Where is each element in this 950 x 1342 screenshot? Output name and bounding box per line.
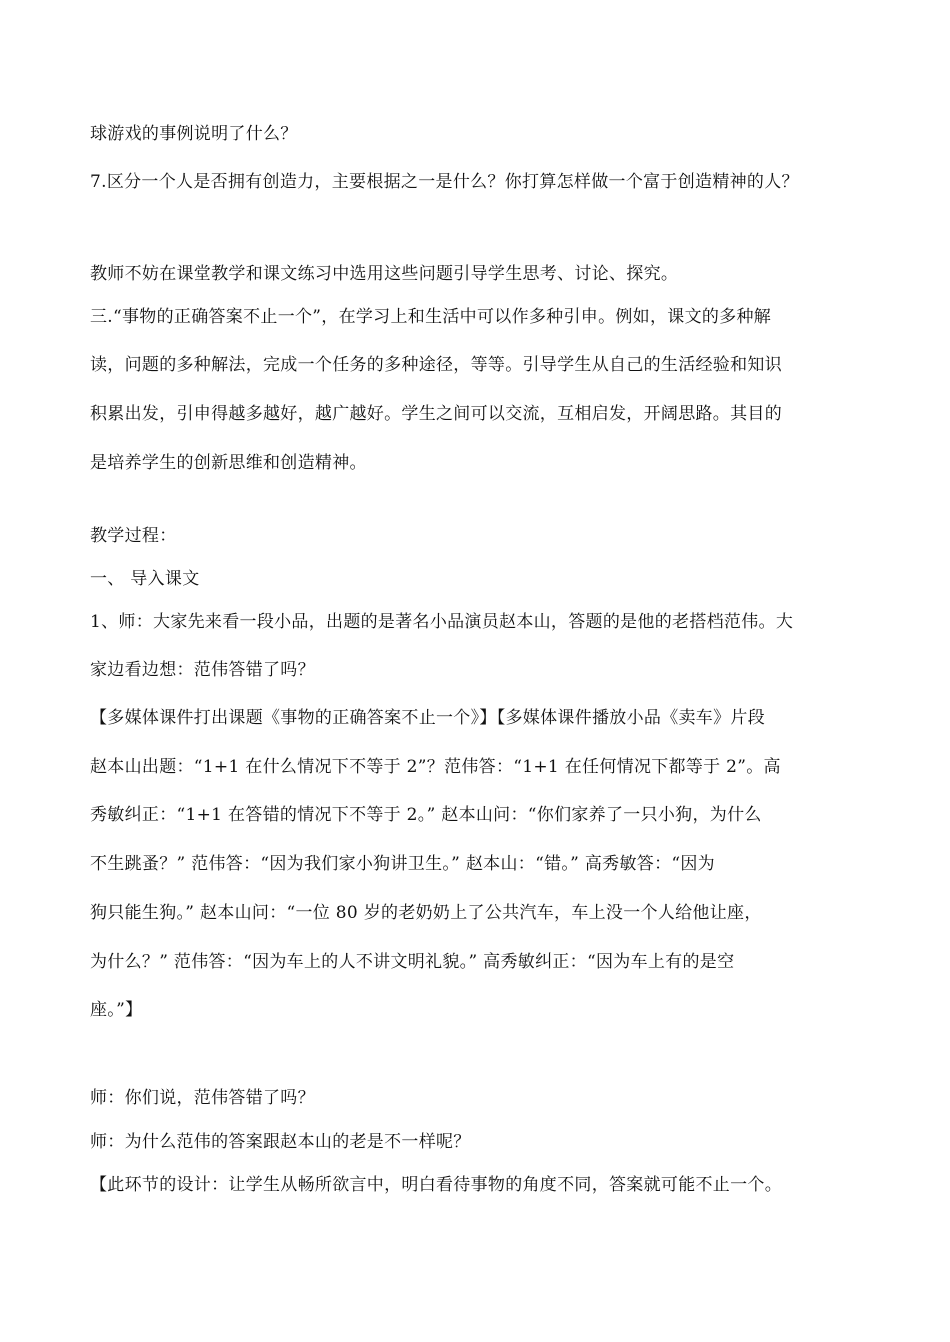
text-line: 球游戏的事例说明了什么？ [90,124,298,144]
text-line: 师：为什么范伟的答案跟赵本山的老是不一样呢？ [90,1132,471,1152]
text-line: 是培养学生的创新思维和创造精神。 [90,453,367,473]
text-line: 座。”】 [90,1000,143,1020]
text-line: 师：你们说，范伟答错了吗？ [90,1088,315,1108]
text-line: 狗只能生狗。” 赵本山问：“一位 80 岁的老奶奶上了公共汽车，车上没一个人给他让座， [90,903,762,923]
text-line: 【此环节的设计：让学生从畅所欲言中，明白看待事物的角度不同，答案就可能不止一个。 [90,1175,782,1195]
text-line: 为什么？” 范伟答：“因为车上的人不讲文明礼貌。” 高秀敏纠正：“因为车上有的是空 [90,952,735,972]
text-line: 家边看边想：范伟答错了吗？ [90,660,315,680]
text-line: 1、师：大家先来看一段小品，出题的是著名小品演员赵本山，答题的是他的老搭档范伟。大 [90,612,794,632]
text-line: 【多媒体课件打出课题《事物的正确答案不止一个》】【多媒体课件播放小品《卖车》片段 [90,708,765,728]
text-line: 不生跳蚤？” 范伟答：“因为我们家小狗讲卫生。” 赵本山：“错。” 高秀敏答：“因为 [90,854,715,874]
section-heading: 教学过程： [90,526,177,546]
text-line: 读，问题的多种解法，完成一个任务的多种途径，等等。引导学生从自己的生活经验和知识 [90,355,782,375]
text-line: 赵本山出题：“1+1 在什么情况下不等于 2”？范伟答：“1+1 在任何情况下都等于 2”。高 [90,757,781,777]
text-line: 秀敏纠正：“1+1 在答错的情况下不等于 2。” 赵本山问：“你们家养了一只小狗，为什么 [90,805,762,825]
subsection-heading: 一、 导入课文 [90,569,200,589]
text-line: 积累出发，引申得越多越好，越广越好。学生之间可以交流，互相启发，开阔思路。其目的 [90,404,782,424]
text-line: 教师不妨在课堂教学和课文练习中选用这些问题引导学生思考、讨论、探究。 [90,264,679,284]
text-line: 7.区分一个人是否拥有创造力，主要根据之一是什么？你打算怎样做一个富于创造精神的人？ [90,172,799,192]
text-line: 三.“事物的正确答案不止一个”，在学习上和生活中可以作多种引申。例如，课文的多种解 [90,307,772,327]
